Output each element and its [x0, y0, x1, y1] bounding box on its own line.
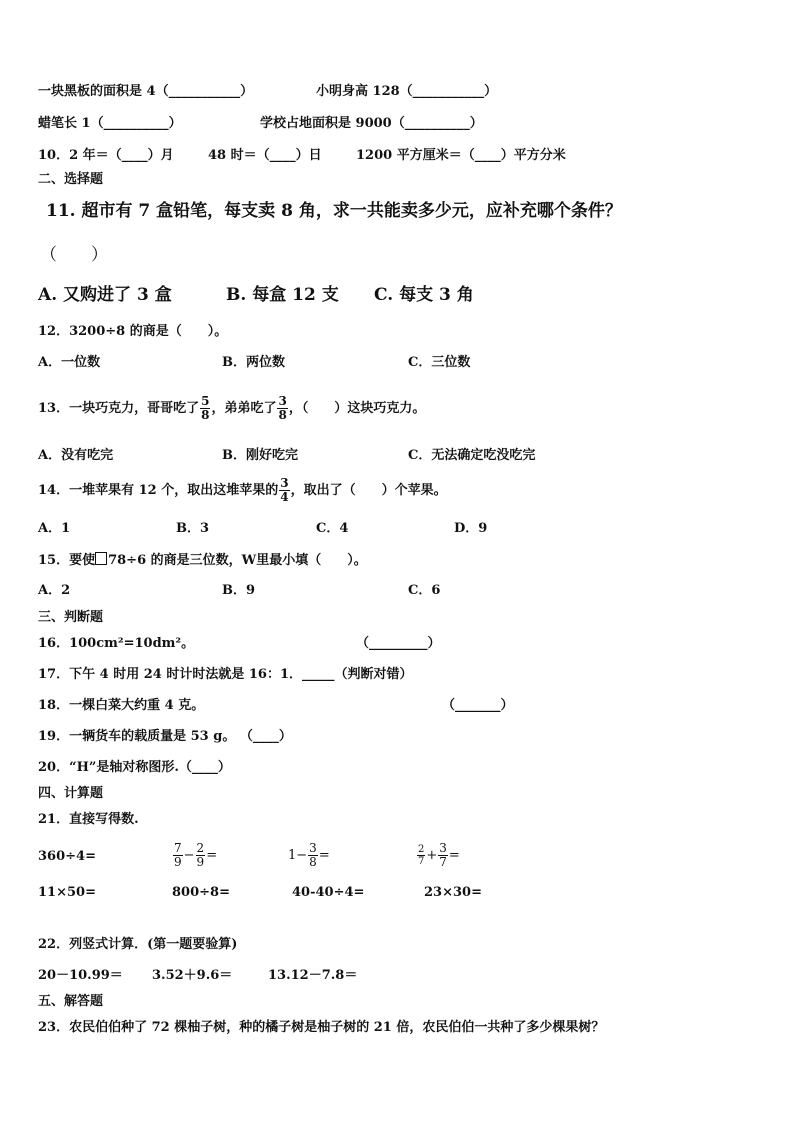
blank-height: 小明身高 128（___________） — [316, 84, 498, 99]
calc-one-minus-fraction: 1− $\frac{3}{8}$ = — [288, 841, 330, 869]
vertical-calc-a: 20－10.99＝ — [38, 968, 123, 983]
q11-stem: 11. 超市有 7 盒铅笔，每支卖 8 角，求一共能卖多少元，应补充哪个条件？ — [46, 201, 622, 221]
q13-fraction-2: $\frac{3}{8}$ — [278, 394, 287, 422]
q18-stem: 18．一棵白菜大约重 4 克。 — [38, 698, 205, 713]
q12-option-b: B．两位数 — [222, 355, 285, 370]
calc-11x50: 11×50= — [38, 885, 96, 900]
blank-school: 学校占地面积是 9000（__________） — [260, 116, 483, 131]
q13-option-c: C．无法确定吃没吃完 — [408, 448, 536, 463]
q23-stem: 23．农民伯伯种了 72 棵柚子树，种的橘子树是柚子树的 21 倍，农民伯伯一共种了多少棵果树？ — [38, 1020, 605, 1035]
q12-option-c: C．三位数 — [408, 355, 471, 370]
q12-stem: 12．3200÷8 的商是（ ）。 — [38, 324, 228, 339]
q14-option-b: B．3 — [176, 521, 210, 536]
q11-option-b: B. 每盒 12 支 — [226, 285, 339, 305]
q10-b: 48 时＝（____）日 — [208, 148, 322, 163]
blank-chalk: 蜡笔长 1（__________） — [38, 116, 182, 131]
q14-option-c: C．4 — [316, 521, 349, 536]
vertical-calc-b: 3.52＋9.6＝ — [152, 968, 233, 983]
q15-option-b: B．9 — [222, 583, 256, 598]
q22-stem: 22．列竖式计算．(第一题要验算) — [38, 937, 238, 952]
section-judge: 三、判断题 — [38, 610, 104, 625]
q19-stem: 19．一辆货车的载质量是 53 g。 （____） — [38, 729, 292, 744]
calc-360-div-4: 360÷4= — [38, 849, 96, 864]
calc-800-div-8: 800÷8= — [172, 885, 230, 900]
q15-option-a: A．2 — [38, 583, 71, 598]
q18-answer: （_______） — [442, 698, 514, 713]
q14-option-d: D．9 — [454, 521, 488, 536]
q14-fraction: $\frac{3}{4}$ — [280, 476, 289, 504]
section-solve: 五、解答题 — [38, 994, 104, 1009]
q10-a: 10．2 年＝（____）月 — [38, 148, 174, 163]
q13-fraction-1: $\frac{5}{8}$ — [201, 394, 210, 422]
q13-option-b: B．刚好吃完 — [222, 448, 298, 463]
q15-option-c: C．6 — [408, 583, 441, 598]
q20-stem: 20．“H”是轴对称图形.（____） — [38, 760, 231, 775]
q10-c: 1200 平方厘米＝（____）平方分米 — [356, 148, 566, 163]
q21-stem: 21．直接写得数. — [38, 812, 139, 827]
q11-paren: （ ） — [40, 245, 108, 265]
calc-23x30: 23×30= — [424, 885, 482, 900]
q13-stem: 13．一块巧克力，哥哥吃了 $\frac{5}{8}$ ，弟弟吃了 $\frac{3}{8}$ ，（ ）这块巧克力。 — [38, 394, 426, 422]
q14-option-a: A．1 — [38, 521, 71, 536]
q11-option-c: C. 每支 3 角 — [374, 285, 474, 305]
q13-option-a: A．没有吃完 — [38, 448, 114, 463]
calc-fraction-sub: $\frac{7}{9}$ − $\frac{2}{9}$ = — [174, 841, 218, 869]
q16-answer: （_________） — [356, 636, 441, 651]
q17-stem: 17．下午 4 时用 24 时计时法就是 16：1．_____（判断对错） — [38, 667, 413, 682]
q15-stem: 15．要使 78÷6 的商是三位数，W里最小填（ ）。 — [38, 553, 367, 568]
section-calc: 四、计算题 — [38, 786, 104, 801]
q11-option-a: A. 又购进了 3 盒 — [38, 285, 172, 305]
q16-stem: 16．100cm²=10dm²。 — [38, 636, 195, 651]
section-choice: 二、选择题 — [38, 172, 104, 187]
blank-square-icon — [95, 552, 107, 565]
q14-stem: 14．一堆苹果有 12 个，取出这堆苹果的 $\frac{3}{4}$ ，取出了（ ）个苹果。 — [38, 476, 447, 504]
q12-option-a: A．一位数 — [38, 355, 101, 370]
calc-fraction-add: $\frac{2}{7}$ + $\frac{3}{7}$ = — [418, 841, 460, 869]
vertical-calc-c: 13.12－7.8＝ — [268, 968, 358, 983]
blank-board: 一块黑板的面积是 4（___________） — [38, 84, 254, 99]
calc-40-minus: 40-40÷4= — [292, 885, 365, 900]
